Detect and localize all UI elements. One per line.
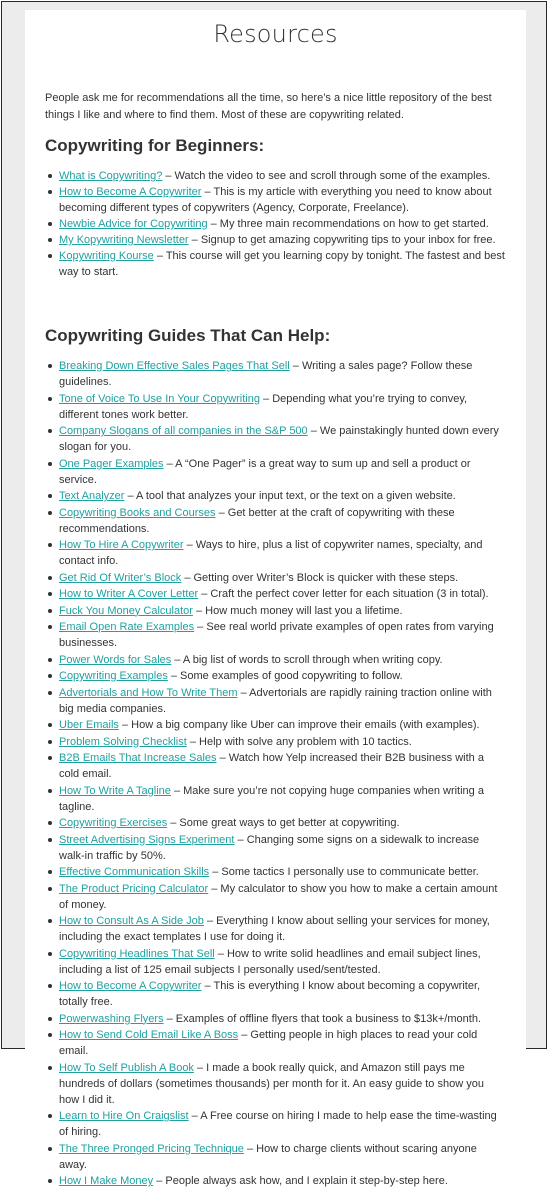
resource-description: – Some examples of good copywriting to follow. [167,670,403,682]
page-title: Resources [213,20,338,48]
resource-link[interactable]: The Three Pronged Pricing Technique [59,1142,244,1155]
resource-link[interactable]: Problem Solving Checklist [59,735,187,748]
list-item [59,358,506,390]
resource-description: – This is everything I know about becoming a copywriter, totally free. [59,980,481,1008]
resource-description: – How a big company like Uber can improve their emails (with examples). [118,719,480,731]
resource-description: – Getting people in high places to read your cold email. [59,1029,478,1057]
resource-link[interactable]: Breaking Down Effective Sales Pages That Sell [59,360,290,372]
resource-description: – Signup to get amazing copywriting tips to your inbox for free. [188,234,496,246]
resource-description: – Writing a sales page? Follow these guidelines. [59,360,473,388]
list-item [59,881,506,913]
resource-link[interactable]: How to Writer A Cover Letter [59,588,199,600]
list-item [59,184,506,216]
resource-link[interactable]: B2B Emails That Increase Sales [59,752,217,764]
resource-description: – Some tactics I personally use to communicate better. [209,866,479,878]
intro-paragraph: People ask me for recommendations all the time, so here’s a nice little repository of the best things I like and where to find them. Most of these are copywriting related. [45,92,492,121]
list-item [59,1141,506,1173]
resource-description: – Watch the video to see and scroll through some of the examples. [162,170,491,182]
resource-description: – Help with solve any problem with 10 tactics. [186,735,412,748]
resource-link[interactable]: How to Become A Copywriter [59,186,202,198]
list-item [59,978,506,1010]
resource-link[interactable]: Email Open Rate Examples [59,621,195,633]
resource-link[interactable]: How To Write A Tagline [59,784,171,797]
list-item [59,832,506,864]
resource-description: – My three main recommendations on how to get started. [207,218,489,230]
resource-link[interactable]: Copywriting Books and Courses [59,506,216,519]
list-item [59,391,506,423]
resource-description: – See real world private examples of open rates from varying businesses. [59,621,494,649]
list-item [59,668,506,684]
beginners-list [45,168,506,280]
list-item [59,783,506,815]
resource-link[interactable]: Advertorials and How To Write Them [59,686,238,699]
resource-description: – Some great ways to get better at copywriting. [167,817,400,829]
resource-description: – People always ask how, and I explain it step-by-step here. [153,1175,448,1187]
resource-description: – Getting over Writer’s Block is quicker with these steps. [181,571,459,584]
resource-link[interactable]: Tone of Voice To Use In Your Copywriting [59,392,260,405]
resource-description: – Depending what you’re trying to convey, different tones work better. [59,392,468,421]
list-item [59,946,506,978]
resource-description: – Make sure you’re not copying huge companies when writing a tagline. [59,784,484,813]
resource-link[interactable]: Power Words for Sales [59,653,172,666]
list-item [59,685,506,717]
resource-description: – I made a book really quick, and Amazon still pays me hundreds of dollars (sometimes thousands) per month for it. An easy guide to show you how I did it. [59,1061,484,1106]
resource-description: – This course will get you learning copy by tonight. The fastest and best way to start. [59,250,505,278]
resource-link[interactable]: How To Self Publish A Book [59,1061,194,1074]
resource-link[interactable]: Newbie Advice for Copywriting [59,218,208,230]
list-item [59,864,506,880]
list-item [59,216,506,232]
list-item [59,652,506,668]
list-item [59,248,506,280]
resource-description: – This is my article with everything you need to know about becoming different types of copywriters (Agency, Corporate, Freelance). [59,186,492,214]
list-item [59,734,506,750]
list-item [59,603,506,619]
resource-description: – A “One Pager” is a great way to sum up and sell a product or service. [59,457,471,486]
list-item [59,619,506,651]
resource-link[interactable]: How To Hire A Copywriter [59,539,184,551]
list-item [59,1011,506,1027]
resource-link[interactable]: Get Rid Of Writer’s Block [59,571,182,584]
resource-description: – How to charge clients without scaring anyone away. [59,1142,477,1171]
list-item [59,1108,506,1140]
resource-link[interactable]: Street Advertising Signs Experiment [59,833,235,846]
resource-description: – Craft the perfect cover letter for each situation (3 in total). [198,588,489,600]
section-heading-guides: Copywriting Guides That Can Help: [45,326,331,345]
resource-description: – Get better at the craft of copywriting with these recommendations. [59,506,455,535]
resource-link[interactable]: How to Become A Copywriter [59,980,202,992]
resource-description: – Watch how Yelp increased their B2B business with a cold email. [59,752,484,780]
list-item [59,815,506,831]
resource-link[interactable]: My Kopywriting Newsletter [59,234,189,246]
resource-description: – My calculator to show you how to make a certain amount of money. [59,882,498,911]
list-item [59,1173,506,1189]
resource-link[interactable]: The Product Pricing Calculator [59,882,209,895]
list-item [59,717,506,733]
resource-link[interactable]: Learn to Hire On Craigslist [59,1110,189,1122]
resource-link[interactable]: Copywriting Headlines That Sell [59,947,215,960]
page-frame [1,1,547,1187]
resource-description: – Ways to hire, plus a list of copywriter names, specialty, and contact info. [59,539,483,567]
list-item [59,505,506,537]
resource-link[interactable]: Powerwashing Flyers [59,1012,164,1025]
resource-link[interactable]: What is Copywriting? [59,170,163,182]
resource-description: – A tool that analyzes your input text, or the text on a given website. [124,490,456,502]
resource-description: – Advertorials are rapidly raining traction online with big media companies. [59,686,492,715]
list-item [59,750,506,782]
list-item [59,168,506,184]
guides-list [45,358,506,1189]
resource-link[interactable]: How I Make Money [59,1175,154,1187]
resource-description: – Examples of offline flyers that took a business to $13k+/month. [163,1012,481,1025]
list-item [59,913,506,945]
resource-link[interactable]: Fuck You Money Calculator [59,604,193,617]
resource-description: – A Free course on hiring I made to help ease the time-wasting of hiring. [59,1110,497,1138]
list-item [59,1027,506,1059]
list-item [59,488,506,504]
content-card [25,10,526,1187]
section-heading-beginners: Copywriting for Beginners: [45,136,265,155]
resource-link[interactable]: Copywriting Exercises [59,817,168,829]
resource-link[interactable]: Company Slogans of all companies in the S&P 500 [59,425,308,437]
resource-link[interactable]: One Pager Examples [59,457,164,470]
resource-description: – How much money will last you a lifetime. [192,604,403,617]
resource-description: – Everything I know about selling your services for money, including the exact templates I use for doing it. [59,915,490,943]
resource-description: – Changing some signs on a sidewalk to increase walk-in traffic by 50%. [59,833,480,862]
list-item [59,570,506,586]
resource-link[interactable]: Effective Communication Skills [59,866,210,878]
resource-link[interactable]: How to Send Cold Email Like A Boss [59,1029,239,1041]
list-item [59,586,506,602]
resource-link[interactable]: Uber Emails [59,719,119,731]
list-item [59,537,506,569]
resource-description: – We painstakingly hunted down every slogan for you. [59,425,499,453]
list-item [59,232,506,248]
list-item [59,456,506,488]
list-item [59,1060,506,1108]
list-item [59,423,506,455]
resource-link[interactable]: Copywriting Examples [59,670,168,682]
resource-link[interactable]: How to Consult As A Side Job [59,915,204,927]
resource-link[interactable]: Text Analyzer [59,490,125,502]
resource-link[interactable]: Kopywriting Kourse [59,250,154,262]
resource-description: – How to write solid headlines and email subject lines, including a list of 125 email subjects I personally used/sent/tested. [59,947,481,976]
resource-description: – A big list of words to scroll through when writing copy. [171,653,443,666]
